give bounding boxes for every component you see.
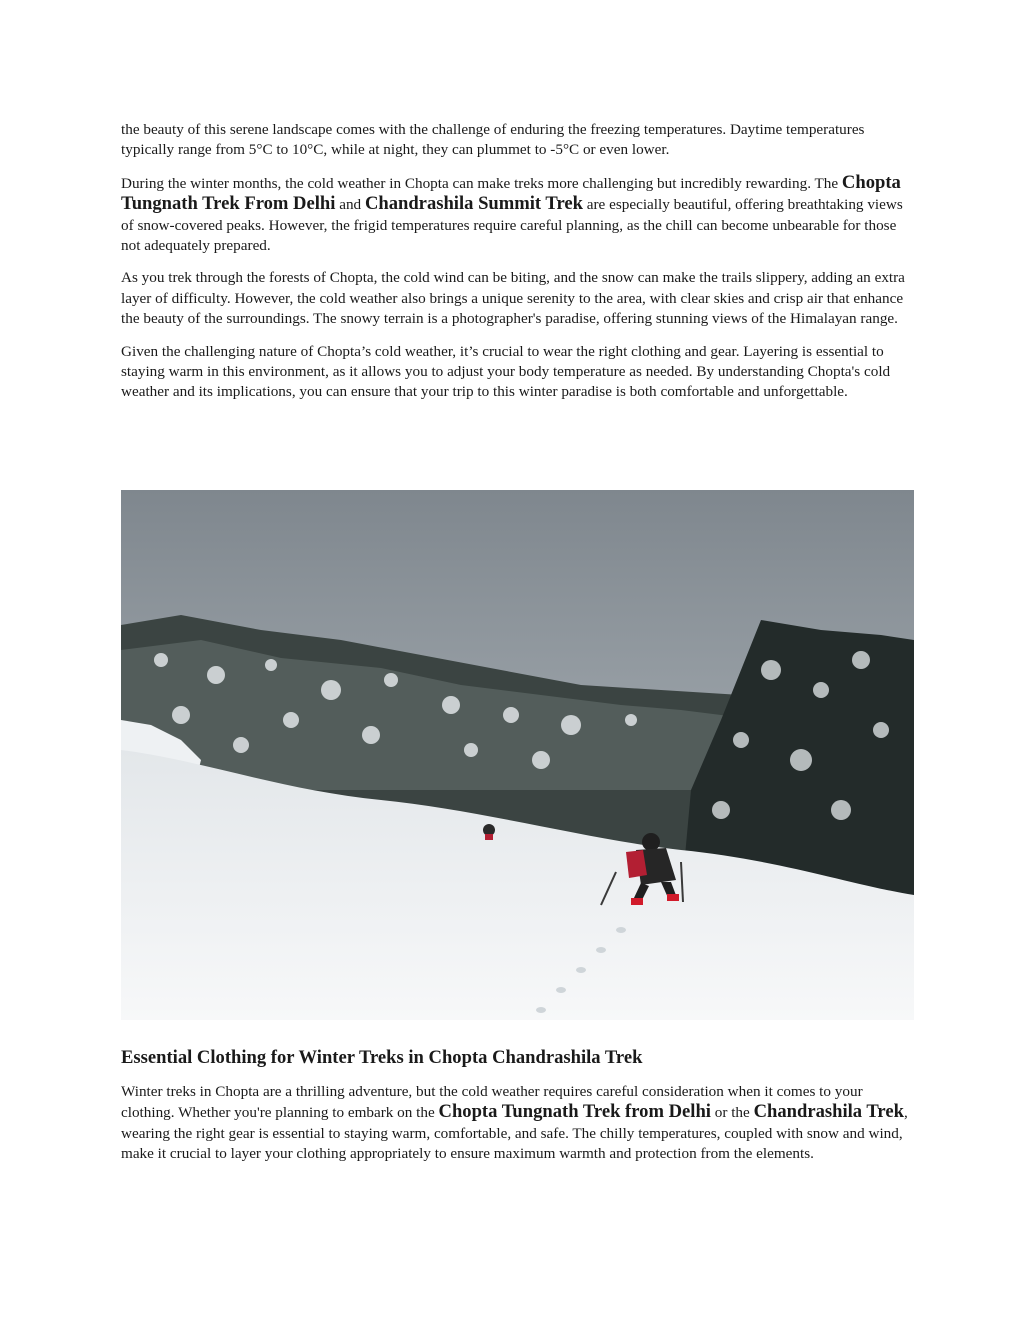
paragraph-forests: As you trek through the forests of Chopta, the cold wind can be biting, and the snow can make the trails slippery, adding an extra layer of difficulty. However, the cold weather also brings a unique serenity to the area, with clear skies and crisp air that enhance the beauty of the surroundings. The snowy terrain is a photographer's paradise, offering stunning views of the Himalayan range. <box>121 269 905 328</box>
text-run: are especially beautiful, offering breathtaking views of snow-covered peaks. However, the frigid temperatures require careful planning, as the chill can become unbearable for those not adequately prepared. <box>121 196 903 255</box>
text-run: During the winter months, the cold weather in Chopta can make treks more challenging but incredibly rewarding. The <box>121 174 842 192</box>
link-chandrashila-trek[interactable]: Chandrashila Trek <box>753 1101 904 1123</box>
body-text <box>121 120 911 415</box>
text-run: , wearing the right gear is essential to staying warm, comfortable, and safe. The chilly temperatures, coupled with snow and wind, make it crucial to layer your clothing appropriately to ensure maximum warmth and protection from the elements. <box>121 1104 908 1163</box>
text-run: and <box>335 196 365 214</box>
link-chopta-tungnath-trek-from-delhi[interactable]: Chopta Tungnath Trek from Delhi <box>438 1101 711 1123</box>
text-run: or the <box>710 1104 754 1122</box>
link-chandrashila-summit-trek[interactable]: Chandrashila Summit Trek <box>364 193 583 215</box>
section-heading: Essential Clothing for Winter Treks in Chopta Chandrashila Trek <box>121 1047 643 1068</box>
paragraph-temperatures: the beauty of this serene landscape comes with the challenge of enduring the freezing temperatures. Daytime temperatures typically range from 5°C to 10°C, while at night, they can plummet to -5°C or even lower. <box>121 121 865 159</box>
link-chopta-tungnath-trek[interactable]: Chopta Tungnath Trek From Delhi <box>121 171 901 215</box>
paragraph-essential-clothing <box>121 1082 911 1165</box>
photo-illustration <box>121 490 914 1020</box>
paragraph-winter-treks <box>121 173 911 257</box>
text-run: Winter treks in Chopta are a thrilling adventure, but the cold weather requires careful consideration when it comes to your clothing. Whether you're planning to embark on the <box>121 1083 863 1122</box>
snow-trek-photo <box>121 490 914 1020</box>
section-body <box>121 1082 911 1177</box>
paragraph-clothing-gear: Given the challenging nature of Chopta’s cold weather, it’s crucial to wear the right clothing and gear. Layering is essential to staying warm in this environment, as it allows you to adjust your body temperature as needed. By understanding Chopta's cold weather and its implications, you can ensure that your trip to this winter paradise is both comfortable and unforgettable. <box>121 342 891 401</box>
